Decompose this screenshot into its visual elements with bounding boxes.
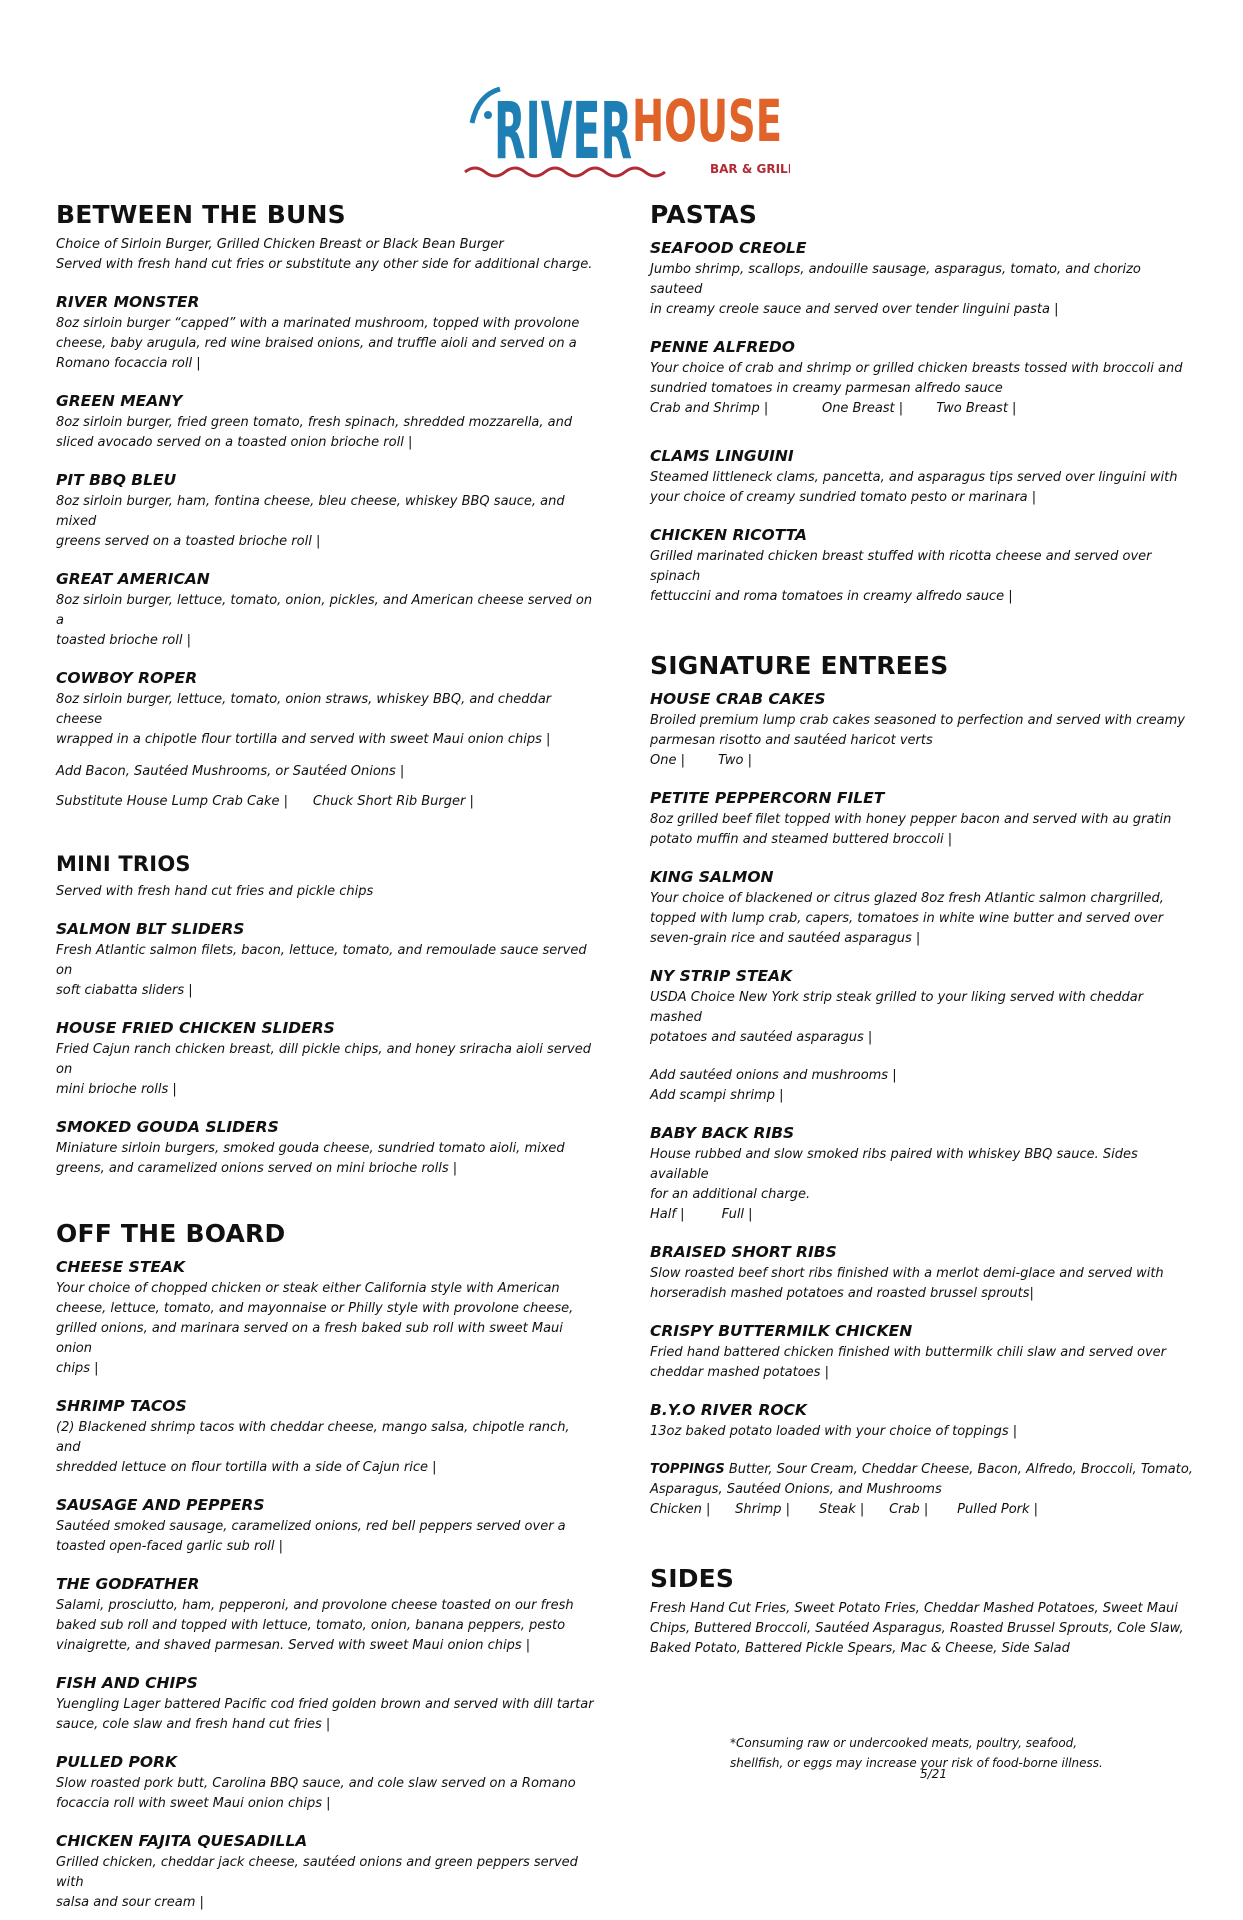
menu-item-desc: 8oz sirloin burger, ham, fontina cheese, bleu cheese, whiskey BBQ sauce, and mixed greens served on a toasted brioche roll | (56, 494, 565, 549)
menu-item (56, 1575, 596, 1656)
price-options: Half | Full | (650, 1207, 753, 1222)
menu-item-desc: 8oz sirloin burger “capped” with a marinated mushroom, topped with provolone cheese, baby arugula, red wine braised onions, and truffle aioli and served on a Romano focaccia roll | (56, 316, 580, 371)
menu-item-name: CRISPY BUTTERMILK CHICKEN (650, 1322, 913, 1340)
section-title: OFF THE BOARD (56, 1219, 286, 1248)
menu-item (56, 1118, 596, 1179)
menu-item (56, 1397, 596, 1478)
menu-item (56, 471, 596, 552)
menu-item-desc: House rubbed and slow smoked ribs paired with whiskey BBQ sauce. Sides available for an additional charge. (650, 1147, 1138, 1202)
riverhouse-logo (460, 45, 790, 180)
menu-item (650, 1401, 1195, 1442)
menu-item-desc: Yuengling Lager battered Pacific cod fried golden brown and served with dill tartar sauce, cole slaw and fresh hand cut fries | (56, 1697, 594, 1732)
section-title: PASTAS (650, 200, 758, 229)
menu-item-name: PENNE ALFREDO (650, 338, 795, 356)
menu-item-desc: Slow roasted beef short ribs finished with a merlot demi-glace and served with horseradish mashed potatoes and roasted brussel sprouts| (650, 1266, 1164, 1301)
menu-item (56, 570, 596, 651)
menu-item-desc: Broiled premium lump crab cakes seasoned to perfection and served with creamy parmesan risotto and sautéed haricot verts (650, 713, 1185, 748)
section-mini-trios (56, 852, 596, 1179)
section-signature-entrees (650, 651, 1195, 1520)
riverhouse-logo-graphic (460, 45, 790, 180)
section-title: BETWEEN THE BUNS (56, 200, 346, 229)
section-off-the-board (56, 1219, 596, 1913)
menu-item-name: B.Y.O RIVER ROCK (650, 1401, 807, 1419)
menu-item (56, 1496, 596, 1557)
logo-tagline: BAR & GRILL (710, 162, 790, 176)
toppings-text: Butter, Sour Cream, Cheddar Cheese, Bacon, Alfredo, Broccoli, Tomato, Asparagus, Sautéed Onions, and Mushrooms (650, 1462, 1193, 1497)
menu-item (650, 789, 1195, 850)
menu-item-name: CHICKEN FAJITA QUESADILLA (56, 1832, 308, 1850)
section-title: MINI TRIOS (56, 852, 191, 876)
menu-item (650, 868, 1195, 949)
menu-item (56, 1832, 596, 1913)
menu-item (56, 1019, 596, 1100)
menu-item-name: GREEN MEANY (56, 392, 183, 410)
right-column (650, 200, 1195, 1659)
menu-item-desc: Fresh Atlantic salmon filets, bacon, lettuce, tomato, and remoulade sauce served on soft ciabatta sliders | (56, 943, 587, 998)
section-between-the-buns (56, 200, 596, 812)
left-column (56, 200, 596, 1913)
toppings-block (650, 1460, 1195, 1500)
menu-item (650, 447, 1195, 508)
menu-item-desc: 8oz sirloin burger, fried green tomato, fresh spinach, shredded mozzarella, and sliced avocado served on a toasted onion brioche roll | (56, 415, 573, 450)
menu-item-desc: Miniature sirloin burgers, smoked gouda cheese, sundried tomato aioli, mixed greens, and caramelized onions served on mini brioche rolls | (56, 1141, 565, 1176)
menu-item (650, 239, 1195, 320)
logo-river-text: RIVER (494, 87, 632, 177)
menu-item-name: THE GODFATHER (56, 1575, 200, 1593)
section-subtitle: Served with fresh hand cut fries or substitute any other side for additional charge. (56, 257, 593, 272)
menu-item-desc: Your choice of blackened or citrus glazed 8oz fresh Atlantic salmon chargrilled, topped with lump crab, capers, tomatoes in white wine butter and served over seven-grain rice and sautéed asparagus | (650, 891, 1164, 946)
menu-item (56, 1674, 596, 1735)
addon-line: Add Bacon, Sautéed Mushrooms, or Sautéed Onions | (56, 764, 405, 779)
menu-item (56, 1753, 596, 1814)
menu-item-desc: Fried hand battered chicken finished with buttermilk chili slaw and served over cheddar mashed potatoes | (650, 1345, 1167, 1380)
menu-item-desc: USDA Choice New York strip steak grilled to your liking served with cheddar mashed potatoes and sautéed asparagus | (650, 990, 1144, 1045)
menu-item-name: SALMON BLT SLIDERS (56, 920, 245, 938)
menu-item (56, 1258, 596, 1379)
menu-item-name: CHEESE STEAK (56, 1258, 186, 1276)
logo-house-text: HOUSE (632, 87, 782, 155)
addon-lines: Add sautéed onions and mushrooms | Add scampi shrimp | (650, 1068, 897, 1103)
menu-item-desc: 8oz sirloin burger, lettuce, tomato, onion, pickles, and American cheese served on a toasted brioche roll | (56, 593, 593, 648)
menu-item-desc: Slow roasted pork butt, Carolina BBQ sauce, and cole slaw served on a Romano focaccia roll with sweet Maui onion chips | (56, 1776, 576, 1811)
menu-item (56, 669, 596, 750)
menu-item (650, 1243, 1195, 1304)
menu-item (650, 1322, 1195, 1383)
section-sides (650, 1564, 1195, 1659)
menu-item-name: BABY BACK RIBS (650, 1124, 795, 1142)
section-title: SIDES (650, 1564, 735, 1593)
food-safety-disclaimer: *Consuming raw or undercooked meats, poultry, seafood, shellfish, or eggs may increase your risk of food-borne illness. (730, 1736, 1103, 1770)
menu-item-name: SEAFOOD CREOLE (650, 239, 807, 257)
menu-item-name: COWBOY ROPER (56, 669, 198, 687)
menu-item-desc: Your choice of crab and shrimp or grilled chicken breasts tossed with broccoli and sundried tomatoes in creamy parmesan alfredo sauce (650, 361, 1183, 396)
menu-item-name: FISH AND CHIPS (56, 1674, 198, 1692)
fish-eye-mark (484, 111, 492, 119)
menu-item-desc: (2) Blackened shrimp tacos with cheddar cheese, mango salsa, chipotle ranch, and shredded lettuce on flour tortilla with a side of Cajun rice | (56, 1420, 570, 1475)
addon-line: Substitute House Lump Crab Cake | Chuck Short Rib Burger | (56, 794, 474, 809)
price-options: Chicken | Shrimp | Steak | Crab | Pulled Pork | (650, 1502, 1039, 1517)
menu-item-desc: 8oz grilled beef filet topped with honey pepper bacon and served with au gratin potato muffin and steamed buttered broccoli | (650, 812, 1172, 847)
menu-item-name: SAUSAGE AND PEPPERS (56, 1496, 265, 1514)
menu-item (650, 690, 1195, 771)
menu-item-name: CLAMS LINGUINI (650, 447, 794, 465)
menu-item (650, 526, 1195, 607)
menu-item-name: BRAISED SHORT RIBS (650, 1243, 837, 1261)
menu-item-name: KING SALMON (650, 868, 774, 886)
menu-item-name: GREAT AMERICAN (56, 570, 210, 588)
menu-item (650, 967, 1195, 1106)
section-subtitle: Served with fresh hand cut fries and pickle chips (56, 884, 374, 899)
menu-item-name: RIVER MONSTER (56, 293, 200, 311)
menu-item-desc: Fried Cajun ranch chicken breast, dill pickle chips, and honey sriracha aioli served on mini brioche rolls | (56, 1042, 591, 1097)
menu-item-desc: Your choice of chopped chicken or steak either California style with American cheese, lettuce, tomato, and mayonnaise or Philly style with provolone cheese, grilled onions, and marinara served on a fresh baked sub roll with sweet Maui onion chips | (56, 1281, 574, 1376)
menu-item (650, 338, 1195, 419)
menu-item-desc: Salami, prosciutto, ham, pepperoni, and provolone cheese toasted on our fresh baked sub roll and topped with lettuce, tomato, onion, banana peppers, pesto vinaigrette, and shaved parmesan. Served with sweet Maui onion chips | (56, 1598, 574, 1653)
section-subtitle: Choice of Sirloin Burger, Grilled Chicken Breast or Black Bean Burger (56, 237, 504, 252)
menu-item-name: SHRIMP TACOS (56, 1397, 187, 1415)
menu-item-name: NY STRIP STEAK (650, 967, 793, 985)
toppings-label: TOPPINGS (650, 1462, 725, 1477)
section-pastas (650, 200, 1195, 607)
menu-item-name: HOUSE CRAB CAKES (650, 690, 826, 708)
menu-item-name: PETITE PEPPERCORN FILET (650, 789, 885, 807)
menu-item (56, 392, 596, 453)
price-options: One | Two | (650, 753, 753, 768)
menu-item (56, 293, 596, 374)
menu-item (56, 920, 596, 1001)
menu-item-name: CHICKEN RICOTTA (650, 526, 808, 544)
menu-item-desc: Jumbo shrimp, scallops, andouille sausage, asparagus, tomato, and chorizo sauteed in creamy creole sauce and served over tender linguini pasta | (650, 262, 1141, 317)
menu-date: 5/21 (920, 1767, 947, 1781)
menu-item-name: HOUSE FRIED CHICKEN SLIDERS (56, 1019, 335, 1037)
menu-item-desc: 8oz sirloin burger, lettuce, tomato, onion straws, whiskey BBQ, and cheddar cheese wrapped in a chipotle flour tortilla and served with sweet Maui onion chips | (56, 692, 552, 747)
menu-item-desc: Sautéed smoked sausage, caramelized onions, red bell peppers served over a toasted open-faced garlic sub roll | (56, 1519, 566, 1554)
section-title: SIGNATURE ENTREES (650, 651, 949, 680)
menu-item (650, 1124, 1195, 1225)
menu-item-desc: Steamed littleneck clams, pancetta, and asparagus tips served over linguini with your choice of creamy sundried tomato pesto or marinara | (650, 470, 1178, 505)
menu-item-desc: Grilled marinated chicken breast stuffed with ricotta cheese and served over spinach fettuccini and roma tomatoes in creamy alfredo sauce | (650, 549, 1152, 604)
price-options: Crab and Shrimp | One Breast | Two Breast | (650, 401, 1017, 416)
menu-item-desc: 13oz baked potato loaded with your choice of toppings | (650, 1424, 1018, 1439)
menu-item-name: SMOKED GOUDA SLIDERS (56, 1118, 279, 1136)
menu-item-name: PULLED PORK (56, 1753, 178, 1771)
sides-list: Fresh Hand Cut Fries, Sweet Potato Fries, Cheddar Mashed Potatoes, Sweet Maui Chips, Buttered Broccoli, Sautéed Asparagus, Roasted Brussel Sprouts, Cole Slaw, Baked Potato, Battered Pickle Spears, Mac & Cheese, Side Salad (650, 1601, 1184, 1656)
menu-item-desc: Grilled chicken, cheddar jack cheese, sautéed onions and green peppers served with salsa and sour cream | (56, 1855, 578, 1910)
menu-item-name: PIT BBQ BLEU (56, 471, 177, 489)
